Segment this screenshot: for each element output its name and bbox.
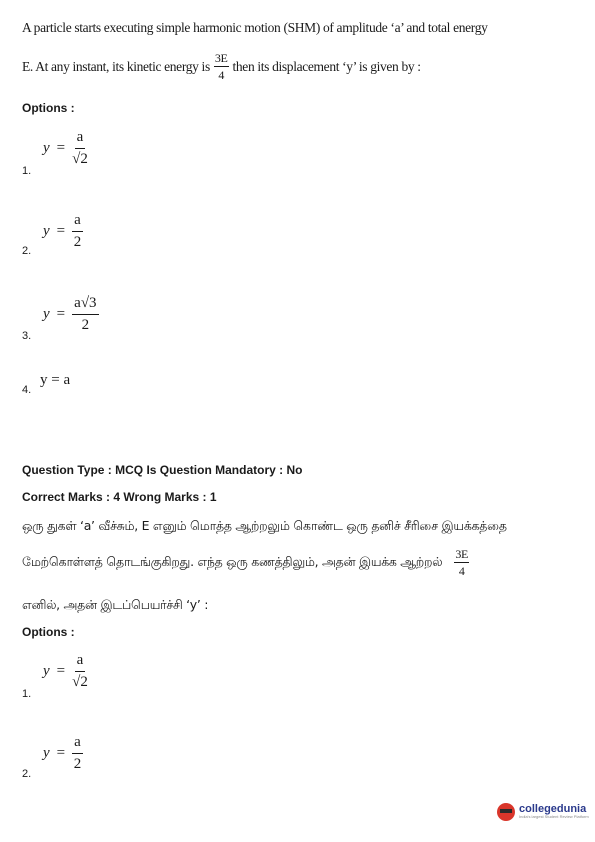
option-1-equation: [43, 130, 88, 167]
tamil-option-2-equation: [43, 735, 83, 772]
option-3-equation: [43, 296, 99, 333]
tamil-question-line-2: [22, 548, 473, 577]
tamil-ke-numerator: 3E: [455, 547, 469, 561]
tamil-option-1-lhs: y: [43, 663, 50, 679]
tamil-ke-fraction: [454, 548, 469, 577]
option-2-fraction: [72, 213, 83, 250]
question-line-2-post: then its displacement ‘y’ is given by :: [232, 58, 421, 74]
logo-name: collegedunia: [519, 803, 587, 816]
collegedunia-logo[interactable]: [497, 803, 589, 821]
option-2-number: 2.: [22, 245, 32, 257]
ke-numerator: 3E: [214, 51, 228, 65]
question-line-1: A particle starts executing simple harmonic motion (SHM) of amplitude ‘a’ and total energy: [22, 20, 488, 35]
question-type-line: Question Type : MCQ Is Question Mandatory : No: [22, 463, 303, 477]
logo-tagline: India's largest Student Review Platform: [519, 814, 589, 820]
option-4-expression: y = a: [40, 372, 71, 388]
options-heading: Options :: [22, 101, 75, 115]
tamil-option-1-fraction: [72, 653, 88, 690]
tamil-option-2-denominator: 2: [73, 756, 82, 772]
option-2-equals: =: [56, 223, 66, 239]
option-1-lhs: y: [43, 140, 50, 156]
graduation-cap-icon: [497, 803, 515, 821]
option-1-fraction: [72, 130, 88, 167]
tamil-option-2-equals: =: [56, 745, 66, 761]
tamil-question-line-3: எனில், அதன் இடப்பெயர்ச்சி ‘y’ :: [22, 597, 209, 612]
tamil-option-1-number: 1.: [22, 688, 32, 700]
tamil-option-2-number: 2.: [22, 768, 32, 780]
kinetic-energy-fraction: [214, 52, 229, 81]
option-2-numerator: a: [72, 213, 83, 232]
option-2-denominator: 2: [73, 234, 82, 250]
tamil-option-2-lhs: y: [43, 745, 50, 761]
option-2-equation: [43, 213, 83, 250]
tamil-option-1-denominator: √2: [72, 674, 88, 690]
option-4-equation: [40, 372, 70, 389]
tamil-option-2-numerator: a: [72, 735, 83, 754]
question-line-2-pre: E. At any instant, its kinetic energy is: [22, 58, 210, 74]
option-3-numerator-a: a: [74, 295, 81, 311]
option-1-denominator: √2: [72, 151, 88, 167]
option-3-denominator: 2: [81, 317, 90, 333]
tamil-options-heading: Options :: [22, 625, 75, 639]
option-1-equals: =: [56, 140, 66, 156]
option-3-fraction: [72, 296, 98, 333]
tamil-question-line-1: ஒரு துகள் ‘a’ வீச்சும், E எனும் மொத்த ஆற்றலும் கொண்ட ஒரு தனிச் சீரிசை இயக்கத்தை: [22, 518, 507, 533]
question-line-2: [22, 52, 421, 81]
tamil-option-1-numerator: a: [75, 653, 86, 672]
tamil-option-1-equals: =: [56, 663, 66, 679]
option-3-equals: =: [56, 306, 66, 322]
option-1-numerator: a: [75, 130, 86, 149]
tamil-option-2-fraction: [72, 735, 83, 772]
option-3-numerator-root: √3: [80, 295, 97, 311]
tamil-option-1-equation: [43, 653, 88, 690]
tamil-ke-denominator: 4: [458, 564, 465, 578]
option-1-number: 1.: [22, 165, 32, 177]
option-2-lhs: y: [43, 223, 50, 239]
option-3-lhs: y: [43, 306, 50, 322]
logo-text: [519, 804, 589, 820]
ke-denominator: 4: [218, 68, 224, 82]
option-3-numerator: [72, 296, 98, 315]
option-3-number: 3.: [22, 330, 32, 342]
tamil-line-2-text: மேற்கொள்ளத் தொடங்குகிறது. எந்த ஒரு கணத்திலும், அதன் இயக்க ஆற்றல்: [22, 554, 443, 569]
option-4-number: 4.: [22, 384, 32, 396]
marks-line: Correct Marks : 4 Wrong Marks : 1: [22, 490, 217, 504]
